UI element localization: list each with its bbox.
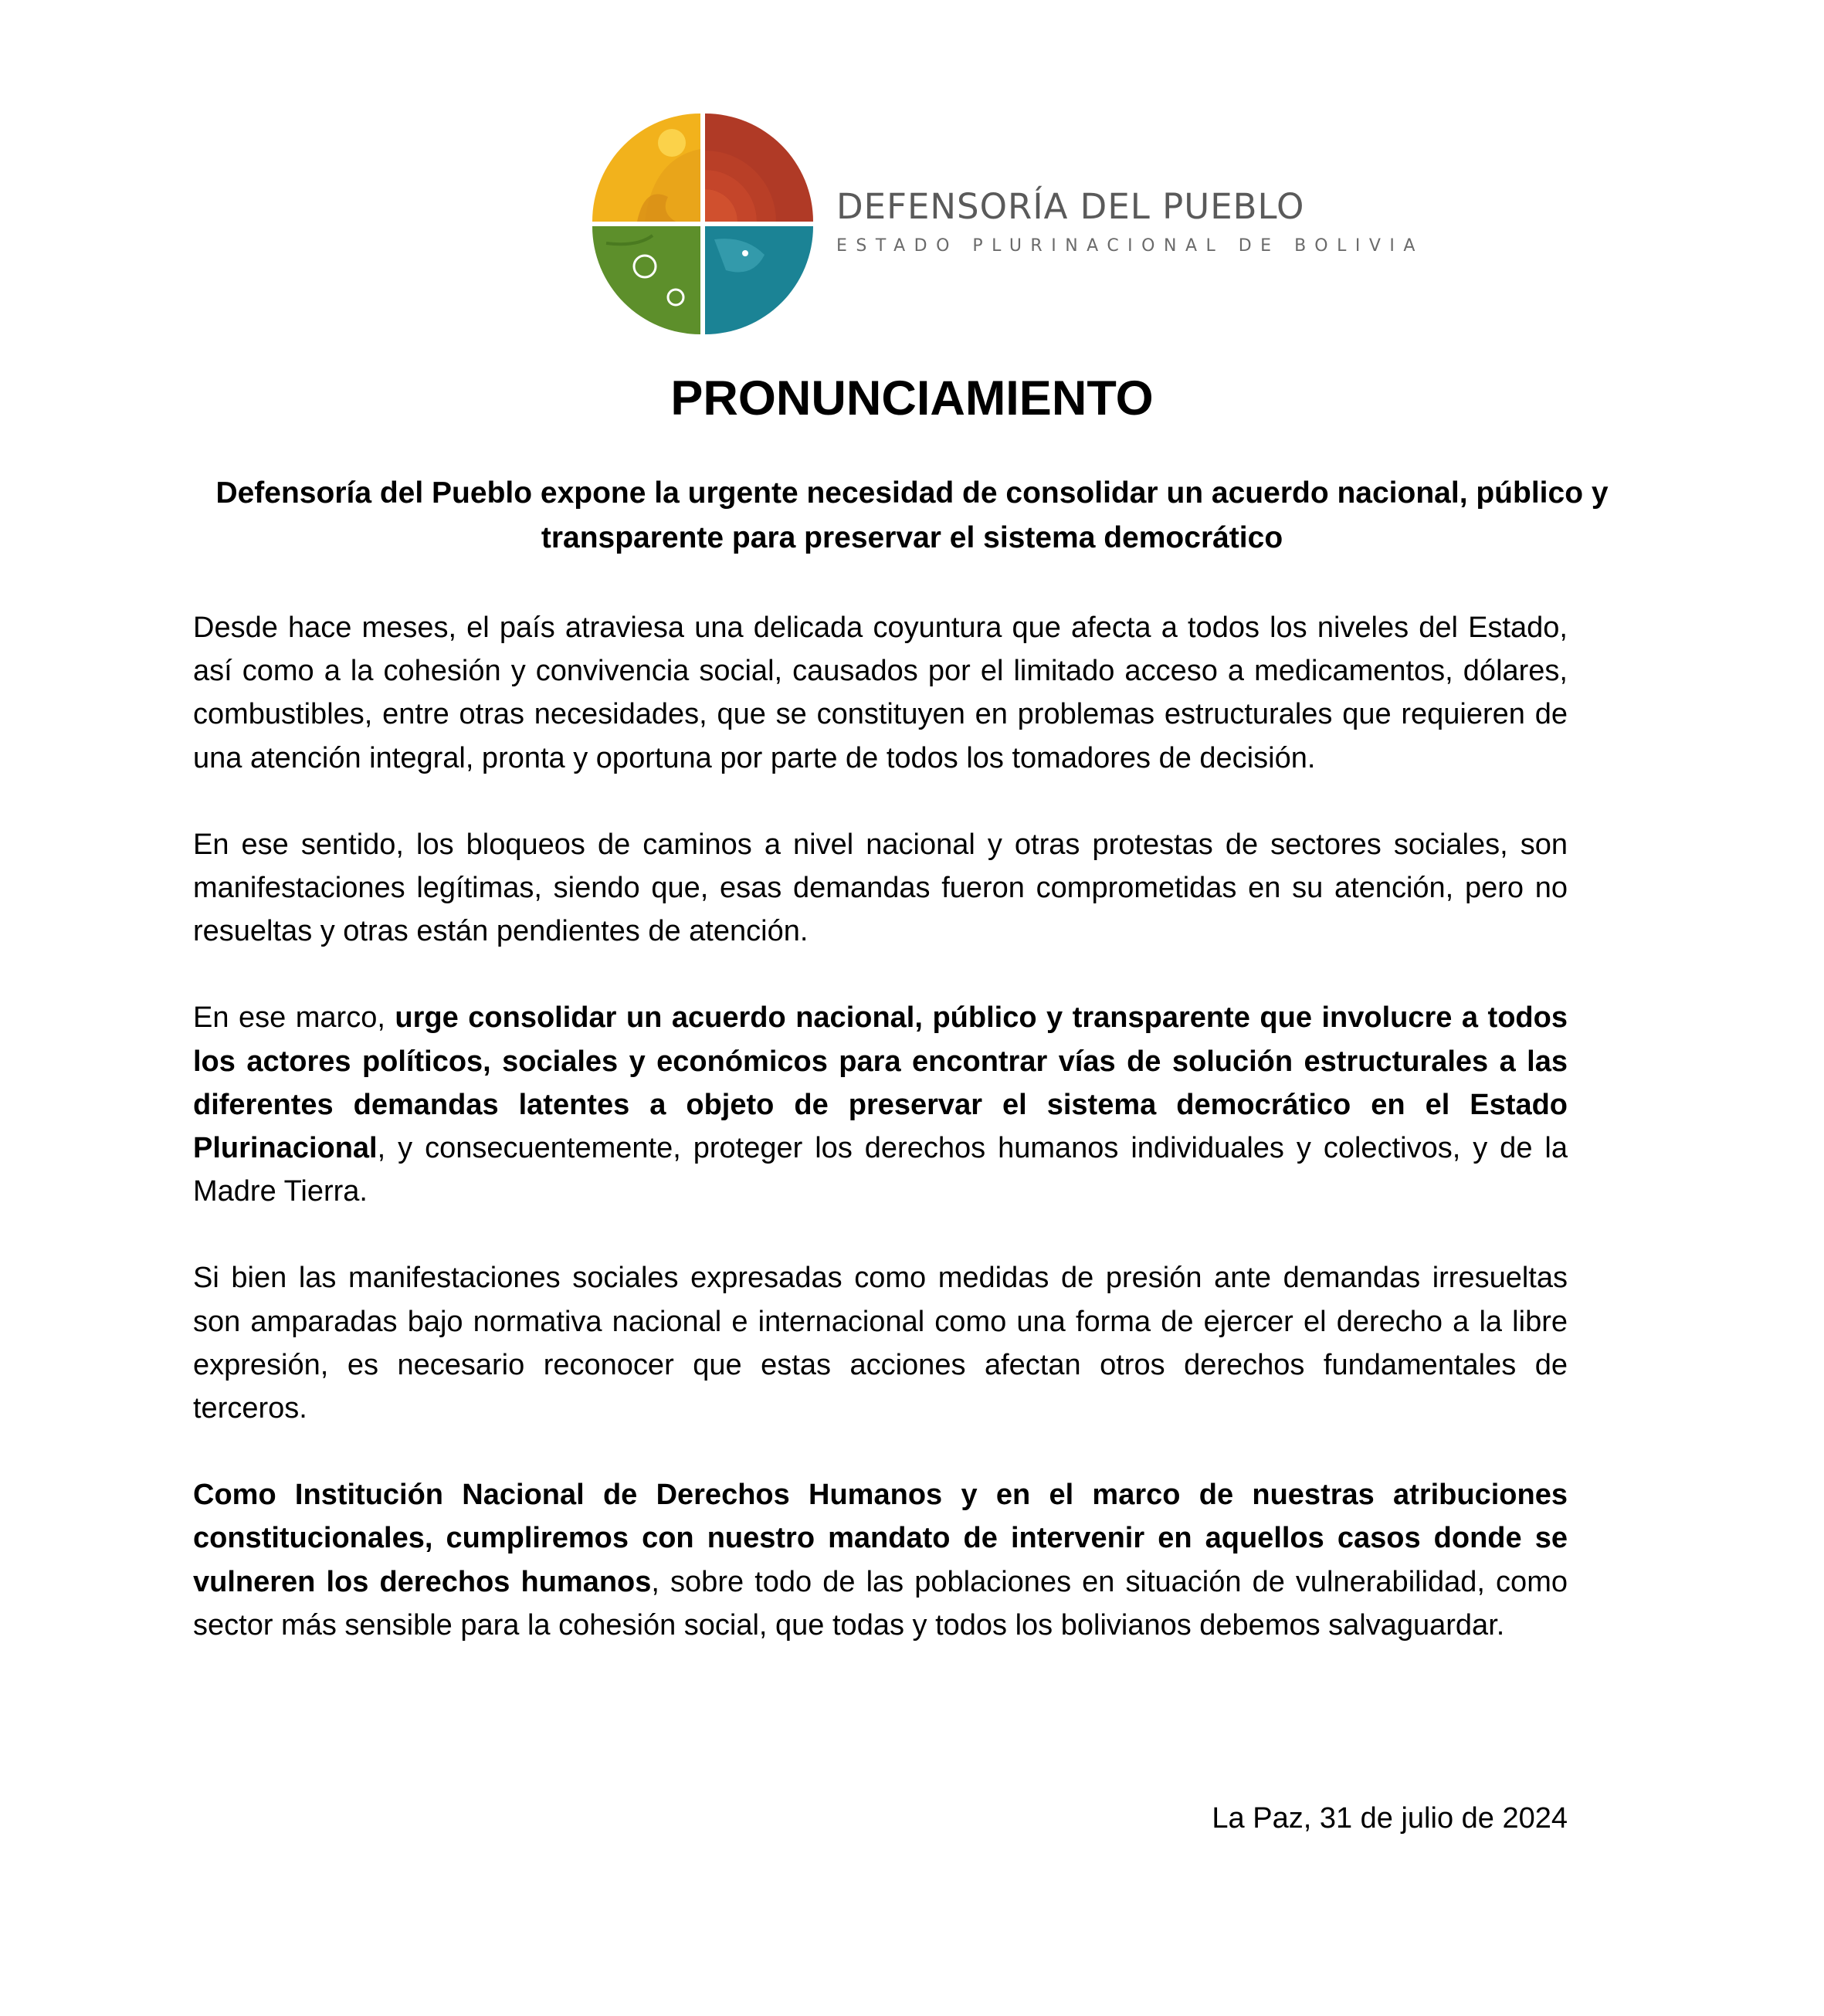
paragraph-2: En ese sentido, los bloqueos de caminos a nivel nacional y otras protestas de sectores sociales, son manifestaciones legítimas, siendo que, esas demandas fueron comprometidas en su atención, pero no resueltas y otras están pendientes de atención. xyxy=(193,828,1568,948)
paragraph-5-emphasis: Como Institución Nacional de Derechos Humanos y en el marco de nuestras atribuciones constitucionales, cumpliremos con nuestro mandato de intervenir en aquellos casos donde se vulneren los derechos humanos xyxy=(193,1479,1568,1598)
paragraph-5-rest: , sobre todo de las poblaciones en situación de vulnerabilidad, como sector más sensible para la cohesión social, que todas y todos los bolivianos debemos salvaguardar. xyxy=(193,1565,1568,1642)
paragraph-3 xyxy=(193,996,1568,1213)
document-subtitle: Defensoría del Pueblo expone la urgente necesidad de consolidar un acuerdo nacional, público y transparente para preservar el sistema democrático xyxy=(215,476,1609,554)
paragraph-3-intro: En ese marco, xyxy=(193,1001,395,1035)
paragraph-5 xyxy=(193,1473,1568,1647)
logo-emblem-icon xyxy=(591,112,815,336)
paragraph-3-rest: , y consecuentemente, proteger los derechos humanos individuales y colectivos, y de la Madre Tierra. xyxy=(193,1132,1568,1208)
document-body xyxy=(193,606,1568,1690)
institution-name: DEFENSORÍA DEL PUEBLO xyxy=(836,185,1305,227)
document-title: PRONUNCIAMIENTO xyxy=(670,371,1154,425)
paragraph-4: Si bien las manifestaciones sociales expresadas como medidas de presión ante demandas irresueltas son amparadas bajo normativa nacional e internacional como una forma de ejercer el derecho a la libre expresión, es necesario reconocer que estas acciones afectan otros derechos fundamentales de terceros. xyxy=(193,1262,1568,1425)
paragraph-3-emphasis: urge consolidar un acuerdo nacional, público y transparente que involucre a todos los actores políticos, sociales y económicos para encontrar vías de solución estructurales a las diferentes demandas latentes a objeto de preservar el sistema democrático en el Estado Plurinacional xyxy=(193,1001,1568,1165)
institution-subtitle: ESTADO PLURINACIONAL DE BOLIVIA xyxy=(836,236,1424,256)
document-date: La Paz, 31 de julio de 2024 xyxy=(1212,1802,1568,1835)
paragraph-1: Desde hace meses, el país atraviesa una delicada coyuntura que afecta a todos los niveles del Estado, así como a la cohesión y convivencia social, causados por el limitado acceso a medicamentos, dólares, combustibles, entre otras necesidades, que se constituyen en problemas estructurales que requieren de una atención integral, pronta y oportuna por parte de todos los tomadores de decisión. xyxy=(193,612,1568,774)
institution-logo xyxy=(591,112,1424,336)
